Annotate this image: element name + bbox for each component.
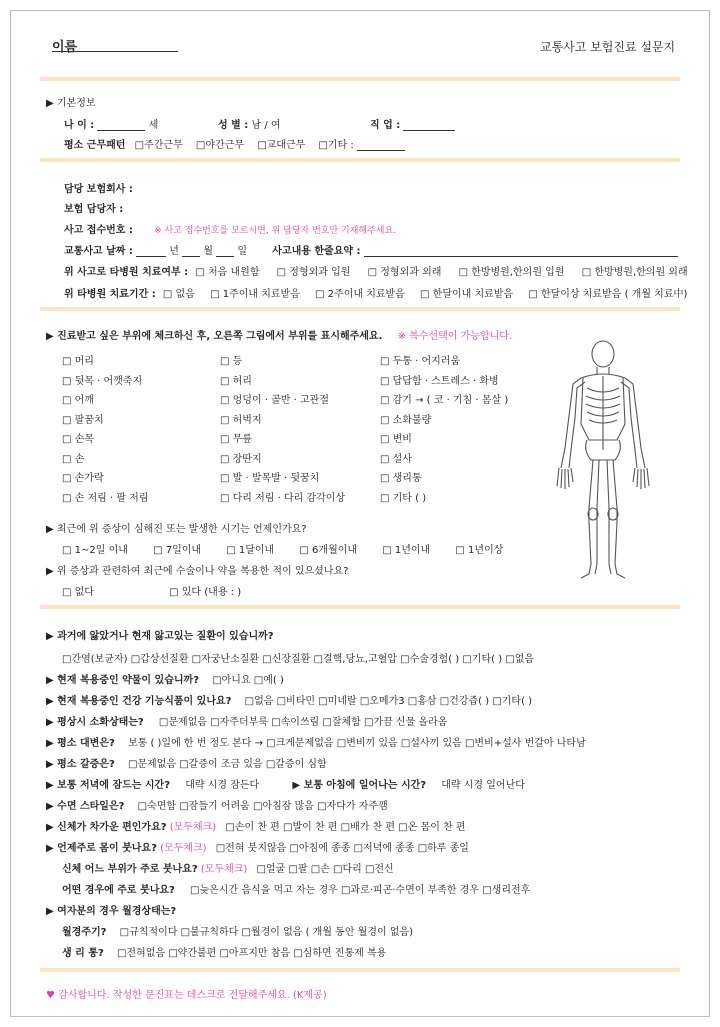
- swelling-when-options[interactable]: □늦은시간 음식을 먹고 자는 경우 □과로·피곤·수면이 부족한 경우 □생리전후: [190, 885, 531, 896]
- cycle-options[interactable]: □규칙적이다 □불규칙하다 □월경이 없음 ( 개월 동안 월경이 없음): [119, 927, 414, 938]
- ortho-inpatient-checkbox[interactable]: □ 정형외과 입원: [276, 267, 351, 278]
- symptom-checkbox[interactable]: □ 뒷목 · 어깻죽지: [62, 375, 143, 387]
- cold-options[interactable]: □손이 찬 편 □발이 찬 편 □배가 찬 편 □온 몸이 찬 편: [225, 822, 466, 833]
- claim-row: 사고 접수번호 : ※ 사고 접수번호를 모르시면, 위 담당자 번호만 기재해주세요.: [64, 225, 397, 236]
- ortho-outpatient-checkbox[interactable]: □ 정형외과 외래: [367, 267, 442, 278]
- wake-time-input[interactable]: 대략 시경 일어난다: [441, 780, 525, 791]
- onset-question: ▶ 최근에 위 증상이 심해진 또는 발생한 시기는 언제인가요?: [46, 524, 307, 535]
- symptom-checkbox[interactable]: □ 손: [62, 453, 85, 465]
- supplement-row: ▶ 현재 복용중인 건강 기능식품이 있나요? □없음 □비타민 □미네랄 □오메가3 □홍삼 □건강즙( ) □기타( ): [46, 696, 533, 707]
- footer-message: ♥ 감사합니다. 작성한 문진표는 데스크로 전달해주세요. (K제공): [46, 990, 327, 1001]
- onset-checkbox[interactable]: □ 1년이상: [455, 545, 504, 556]
- day-input[interactable]: [216, 245, 234, 257]
- symptom-checkbox[interactable]: □ 손목: [62, 434, 94, 445]
- symptom-heading: ▶ 진료받고 싶은 부위에 체크하신 후, 오른쪽 그림에서 부위를 표시해주세요. ※ 복수선택이 가능합니다.: [46, 331, 513, 342]
- divider-band: [40, 605, 680, 609]
- period-over-checkbox[interactable]: □ 한달이상 치료받음 ( 개월 치료中): [528, 289, 688, 300]
- first-visit-checkbox[interactable]: □ 처음 내원함: [195, 267, 260, 278]
- period-1week-checkbox[interactable]: □ 1주이내 치료받음: [210, 289, 300, 300]
- swelling-row: ▶ 언제주로 몸이 붓나요? (모두체크) □전혀 붓지않음 □아침에 종종 □저녁에 종종 □하루 종일: [46, 843, 469, 854]
- body-diagram-image[interactable]: [537, 338, 669, 582]
- meds-row: ▶ 현재 복용중인 약물이 있습니까? □아니요 □예( ): [46, 675, 284, 686]
- age-row: 나 이 : 세: [64, 120, 159, 131]
- onset-checkbox[interactable]: □ 1년이내: [382, 545, 431, 556]
- stool-row: ▶ 평소 대변은? 보통 ( )일에 한 번 정도 본다 → □크게문제없음 □변비끼 있음 □설사끼 있음 □변비+설사 번갈아 나타남: [46, 738, 586, 749]
- symptom-checkbox[interactable]: □ 답답함 · 스트레스 · 화병: [380, 375, 499, 387]
- surgery-no-checkbox[interactable]: □ 없다: [62, 587, 94, 598]
- thirst-options[interactable]: □문제없음 □갈증이 조금 있음 □갈증이 심함: [127, 759, 327, 770]
- supplement-options[interactable]: □없음 □비타민 □미네랄 □오메가3 □홍삼 □건강즙( ) □기타( ): [244, 696, 533, 707]
- work-night-checkbox[interactable]: □야간근무: [195, 140, 245, 151]
- onset-options: [62, 541, 503, 556]
- work-other-checkbox[interactable]: □기타 :: [318, 140, 354, 151]
- period-pain-row: 생 리 통? □전혀없음 □약간불편 □아프지만 참음 □심하면 진통제 복용: [62, 948, 387, 959]
- stool-options[interactable]: 보통 ( )일에 한 번 정도 본다 → □크게문제없음 □변비끼 있음 □설사끼 있음 □변비+설사 번갈아 나타남: [127, 738, 586, 749]
- name-input-line[interactable]: [52, 51, 178, 52]
- job-row: 직 업 :: [370, 116, 455, 131]
- symptom-checkbox[interactable]: □ 다리 저림 · 다리 감각이상: [220, 492, 346, 504]
- digestion-options[interactable]: □문제없음 □자주더부룩 □속이쓰림 □잘체함 □가끔 신물 올라옴: [158, 717, 448, 728]
- symptom-checkbox[interactable]: □ 허리: [220, 375, 252, 387]
- accident-date-row: 교통사고 날짜 : 년 월 일 사고내용 한줄요약 :: [64, 242, 678, 257]
- job-input[interactable]: [403, 119, 455, 131]
- year-input[interactable]: [136, 245, 166, 257]
- period-pain-options[interactable]: □전혀없음 □약간불편 □아프지만 참음 □심하면 진통제 복용: [116, 948, 387, 959]
- divider-band: [40, 77, 680, 81]
- symptom-checkbox[interactable]: □ 허벅지: [220, 414, 262, 426]
- treatment-period-row: 위 타병원 치료기간 : □ 없음 □ 1주이내 치료받음 □ 2주이내 치료받음 □ 한달이내 치료받음 □ 한달이상 치료받음 ( 개월 치료中): [64, 289, 688, 300]
- surgery-question: ▶ 위 증상과 관련하여 최근에 수술이나 약을 복용한 적이 있으셨나요?: [46, 566, 349, 577]
- female-question: ▶ 여자분의 경우 월경상태는?: [46, 906, 177, 917]
- summary-input[interactable]: [364, 245, 678, 257]
- swelling-part-row: 신체 어느 부위가 주로 붓나요? (모두체크) □얼굴 □팔 □손 □다리 □전신: [62, 864, 394, 875]
- symptom-checkbox[interactable]: □ 어깨: [62, 395, 94, 406]
- document-title: 교통사고 보험진료 설문지: [540, 40, 676, 54]
- gender-row: 성 별 : 남 / 여: [218, 120, 281, 131]
- surgery-yes-checkbox[interactable]: □ 있다 (내용 : ): [169, 587, 242, 598]
- disease-question: ▶ 과거에 앓았거나 현재 앓고있는 질환이 있습니까?: [46, 631, 274, 642]
- swelling-when-row: 어떤 경우에 주로 붓나요? □늦은시간 음식을 먹고 자는 경우 □과로·피곤·수면이 부족한 경우 □생리전후: [62, 885, 531, 896]
- period-none-checkbox[interactable]: □ 없음: [162, 289, 195, 300]
- sleep-time-row: ▶ 보통 저녁에 잠드는 시간? 대략 시경 잠든다 ▶ 보통 아침에 일어나는 시간? 대략 시경 일어난다: [46, 780, 525, 791]
- symptom-checkbox[interactable]: □ 소화불량: [380, 414, 432, 426]
- symptom-column-2: [220, 352, 345, 508]
- symptom-checkbox[interactable]: □ 장딴지: [220, 453, 262, 465]
- onset-checkbox[interactable]: □ 1~2일 이내: [62, 545, 128, 556]
- sleep-time-input[interactable]: 대략 시경 잠든다: [185, 780, 260, 791]
- work-shift-checkbox[interactable]: □교대근무: [257, 140, 306, 151]
- surgery-options: [62, 583, 241, 598]
- symptom-checkbox[interactable]: □ 무릎: [220, 434, 252, 445]
- heart-icon: ♥: [46, 990, 55, 1001]
- symptom-checkbox[interactable]: □ 등: [220, 356, 243, 367]
- period-2week-checkbox[interactable]: □ 2주이내 치료받음: [315, 289, 405, 300]
- divider-band: [40, 968, 680, 972]
- name-label: 이름: [52, 40, 78, 55]
- onset-checkbox[interactable]: □ 1달이내: [226, 545, 275, 556]
- symptom-checkbox[interactable]: □ 두통 · 어지러움: [380, 356, 461, 367]
- sleep-style-row: ▶ 수면 스타일은? □숙면함 □잠들기 어려움 □아침잠 많음 □자다가 자주깸: [46, 801, 388, 812]
- manager-label: 보험 담당자 :: [64, 204, 124, 215]
- other-hospital-row: 위 사고로 타병원 치료여부 : □ 처음 내원함 □ 정형외과 입원 □ 정형외과 외래 □ 한방병원,한의원 입원 □ 한방병원,한의원 외래: [64, 267, 688, 278]
- symptom-checkbox[interactable]: □ 팔꿈치: [62, 414, 104, 426]
- onset-checkbox[interactable]: □ 7일이내: [153, 545, 202, 556]
- meds-options[interactable]: □아니요 □예( ): [212, 675, 284, 686]
- symptom-checkbox[interactable]: □ 생리통: [380, 473, 422, 484]
- symptom-checkbox[interactable]: □ 기타 ( ): [380, 492, 427, 504]
- sleep-style-options[interactable]: □숙면함 □잠들기 어려움 □아침잠 많음 □자다가 자주깸: [137, 801, 388, 812]
- age-input[interactable]: [97, 119, 145, 131]
- period-1month-checkbox[interactable]: □ 한달이내 치료받음: [420, 289, 514, 300]
- cold-row: ▶ 신체가 차가운 편인가요? (모두체크) □손이 찬 편 □발이 찬 편 □배가 찬 편 □온 몸이 찬 편: [46, 822, 466, 833]
- symptom-checkbox[interactable]: □ 발 · 발목발 · 뒷꿈치: [220, 473, 320, 484]
- symptom-checkbox[interactable]: □ 설사: [380, 453, 412, 465]
- onset-checkbox[interactable]: □ 6개월이내: [299, 545, 358, 556]
- divider-band: [40, 158, 680, 162]
- work-day-checkbox[interactable]: □주간근무: [134, 140, 183, 151]
- symptom-checkbox[interactable]: □ 변비: [380, 434, 412, 445]
- symptom-column-1: [62, 352, 148, 508]
- cycle-row: 월경주기? □규칙적이다 □불규칙하다 □월경이 없음 ( 개월 동안 월경이 없음): [62, 927, 414, 938]
- work-other-input[interactable]: [357, 139, 405, 151]
- symptom-checkbox[interactable]: □ 손 저림 · 팔 저림: [62, 492, 149, 504]
- basic-info-heading: ▶ 기본정보: [46, 98, 96, 109]
- swelling-part-options[interactable]: □얼굴 □팔 □손 □다리 □전신: [256, 864, 394, 875]
- symptom-checkbox[interactable]: □ 엉덩이 · 골반 · 고관절: [220, 395, 329, 406]
- symptom-checkbox[interactable]: □ 감기 → ( 코 · 기침 · 몸살 ): [380, 395, 509, 406]
- work-pattern-row: 평소 근무패턴 □주간근무 □야간근무 □교대근무 □기타 :: [64, 136, 405, 151]
- month-input[interactable]: [182, 245, 200, 257]
- symptom-checkbox[interactable]: □ 머리: [62, 356, 94, 367]
- claim-note: ※ 사고 접수번호를 모르시면, 위 담당자 번호만 기재해주세요.: [154, 226, 397, 236]
- swelling-options[interactable]: □전혀 붓지않음 □아침에 종종 □저녁에 종종 □하루 종일: [215, 843, 469, 854]
- insurer-label: 담당 보험회사 :: [64, 184, 133, 195]
- digestion-row: ▶ 평상시 소화상태는? □문제없음 □자주더부룩 □속이쓰림 □잘체함 □가끔 신물 올라옴: [46, 717, 448, 728]
- symptom-column-3: [380, 352, 508, 508]
- oriental-inpatient-checkbox[interactable]: □ 한방병원,한의원 입원: [458, 267, 565, 278]
- divider-band: [40, 307, 680, 311]
- thirst-row: ▶ 평소 갈증은? □문제없음 □갈증이 조금 있음 □갈증이 심함: [46, 759, 327, 770]
- disease-options[interactable]: □간염(보균자) □갑상선질환 □자궁난소질환 □신장질환 □결핵,당뇨,고혈압 □수술경험( ) □기타( ) □없음: [62, 654, 535, 665]
- gender-options[interactable]: 남 / 여: [251, 120, 281, 131]
- symptom-checkbox[interactable]: □ 손가락: [62, 473, 104, 484]
- oriental-outpatient-checkbox[interactable]: □ 한방병원,한의원 외래: [581, 267, 688, 278]
